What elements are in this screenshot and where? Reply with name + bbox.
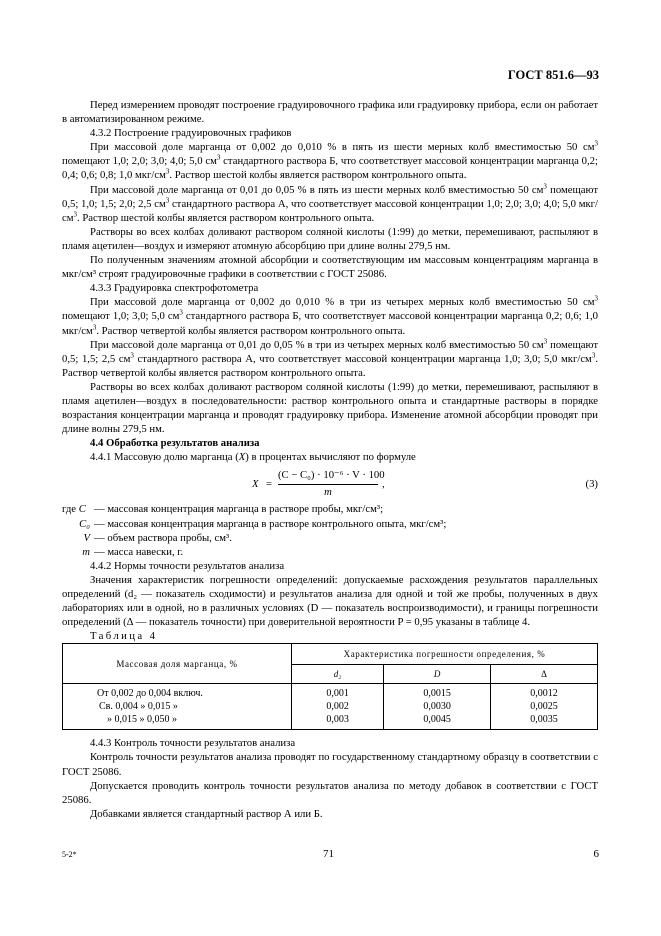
table-cell-delta [491, 684, 598, 730]
table-value: 0,002 [326, 701, 349, 713]
section-4-3-3: 4.3.3 Градуировка спектрофотометра [90, 282, 259, 295]
table-cell-d2 [292, 684, 384, 730]
where-sym-c0: C₀ [79, 517, 90, 530]
section-4-4: 4.4 Обработка результатов анализа [90, 437, 260, 450]
table-header-delta: Δ [491, 665, 598, 684]
table-value: 0,0015 [423, 688, 451, 700]
where-list [62, 502, 598, 558]
table-cell-range [63, 684, 292, 730]
paragraph-norms: Значения характеристик погрешности определений: допускаемые расхождения результатов параллельных определений (d₂ — показатель сходимости) и результатов анализа для одной и той же пробы, полученных в двух лабораториях или в одной, но в различных условиях (D — показатель воспроизводимости), и границы погрешности определений (Δ — показатель точности) при доверительной вероятности P = 0,95 указаны в таблице 4. [62, 573, 598, 629]
table-value: 0,0035 [530, 714, 558, 726]
table-header-group: Характеристика погрешности определения, % [292, 644, 598, 665]
standard-header: ГОСТ 851.6—93 [507, 68, 599, 82]
table-header-D: D [384, 665, 491, 684]
formula-equals: = [266, 478, 273, 491]
where-sym-v: V [83, 531, 90, 544]
paragraph-solutions: Растворы во всех колбах доливают раствором соляной кислоты (1:99) до метки, перемешивают, распыляют в пламя ацетилен—воздух и измеряют атомную абсорбцию при длине волны 279,5 нм. [62, 225, 598, 252]
footer-signature: 5-2* [62, 850, 77, 859]
table-value: 0,0012 [530, 688, 558, 700]
section-4-3-2: 4.3.2 Построение градуировочных графиков [90, 127, 292, 140]
formula-numerator: (C − C₀) · 10⁻⁶ · V · 100 [278, 468, 378, 484]
table-value: 0,0045 [423, 714, 451, 726]
section-4-4-1: 4.4.1 Массовую долю марганца (X) в процентах вычисляют по формуле [90, 451, 416, 464]
where-def-c: — массовая концентрация марганца в растворе пробы, мкг/см³; [94, 503, 384, 516]
table-row: Св. 0,004 » 0,015 » [99, 701, 178, 713]
table-value: 0,0025 [530, 701, 558, 713]
table-value: 0,003 [326, 714, 349, 726]
paragraph-calib-b: При массовой доле марганца от 0,002 до 0,010 % в пять из шести мерных колб вместимостью 50 $см^3$ помещают 1,0; 2,0; 3,0; 4,0; 5,0 $см^3$ стандартного раствора Б, что соответствует массовой концентрации марганца 0,2; 0,4; 0,6; 0,8; 1,0 мкг/$см^3$. Раствор шестой колбы является раствором контрольного опыта. [62, 139, 598, 182]
paragraph-additions: Добавками является стандартный раствор А или Б. [90, 807, 323, 820]
formula-3 [62, 466, 598, 502]
table-row: » 0,015 » 0,050 » [107, 714, 177, 726]
paragraph-intro: Перед измерением проводят построение градуировочного графика или градуировку прибора, если он работает в автоматизированном режиме. [62, 99, 598, 126]
formula-denominator: m [324, 485, 332, 498]
paragraph-control: Контроль точности результатов анализа проводят по государственному стандартному образцу в соответствии с ГОСТ 25086. [62, 751, 598, 778]
document-body [62, 98, 598, 821]
where-sym-m: m [82, 545, 90, 558]
paragraph-grad-b: При массовой доле марганца от 0,002 до 0,010 % в три из четырех мерных колб вместимостью 50 $см^3$ помещают 1,0; 3,0; 5,0 $см^3$ стандартного раствора Б, что соответствует массовой концентрации марганца 0,2; 0,6; 1,0 мкг/$см^3$. Раствор четвертой колбы является раствором контрольного опыта. [62, 294, 598, 337]
sheet-number: 6 [593, 848, 599, 860]
paragraph-graphs: По полученным значениям атомной абсорбции и соответствующим им массовым концентрациям марганца в мкг/см³ строят градуировочные графики в соответствии с ГОСТ 25086. [62, 254, 598, 281]
where-def-c0: — массовая концентрация марганца в растворе контрольного опыта, мкг/см³; [94, 517, 447, 530]
table-header-d2: d₂ [292, 665, 384, 684]
table-row: От 0,002 до 0,004 включ. [97, 688, 203, 700]
where-lead: где C [62, 503, 86, 516]
formula-fraction [278, 468, 385, 498]
where-def-v: — объем раствора пробы, см³. [94, 531, 232, 544]
page-number: 71 [323, 848, 334, 860]
table-value: 0,001 [326, 688, 349, 700]
table-4 [62, 643, 598, 730]
section-4-4-3: 4.4.3 Контроль точности результатов анализа [90, 737, 296, 750]
paragraph-grad-a: При массовой доле марганца от 0,01 до 0,05 % в три из четырех мерных колб вместимостью 50 $см^3$ помещают 0,5; 1,5; 2,5 $см^3$ стандартного раствора А, что соответствует массовой концентрации марганца 1,0; 3,0; 5,0 мкг/$см^3$. Раствор четвертой колбы является раствором контрольного опыта. [62, 337, 598, 379]
table-cell-D [384, 684, 491, 730]
paragraph-calib-a: При массовой доле марганца от 0,01 до 0,05 % в пять из шести мерных колб вместимостью 50 $см^3$ помещают 0,5; 1,0; 1,5; 2,0; 2,5 $см^3$ стандартного раствора А, что соответствует массовой концентрации 1,0; 2,0; 3,0; 4,0; 5,0 мкг/$см^3$. Раствор шестой колбы является раствором контрольного опыта. [62, 182, 598, 224]
section-4-4-2: 4.4.2 Нормы точности результатов анализа [90, 559, 285, 572]
where-def-m: — масса навески, г. [94, 545, 184, 558]
formula-comma: , [382, 478, 385, 491]
paragraph-sequence: Растворы во всех колбах доливают раствором соляной кислоты (1:99) до метки, перемешивают, распыляют в пламя ацетилен—воздух в последовательности: раствор контрольного опыта и стандартные растворы в порядке возрастания концентрации марганца и проводят градуировку прибора. Изменение атомной абсорбции проводят при длине волны 279,5 нм. [62, 380, 598, 436]
formula-lhs: X [252, 478, 259, 491]
table-header-mass-fraction: Массовая доля марганца, % [63, 644, 292, 684]
table-value: 0,0030 [423, 701, 451, 713]
paragraph-additions-method: Допускается проводить контроль точности результатов анализа по методу добавок в соответствии с ГОСТ 25086. [62, 779, 598, 806]
formula-number: (3) [585, 478, 598, 491]
table-caption: Таблица 4 [90, 630, 158, 643]
